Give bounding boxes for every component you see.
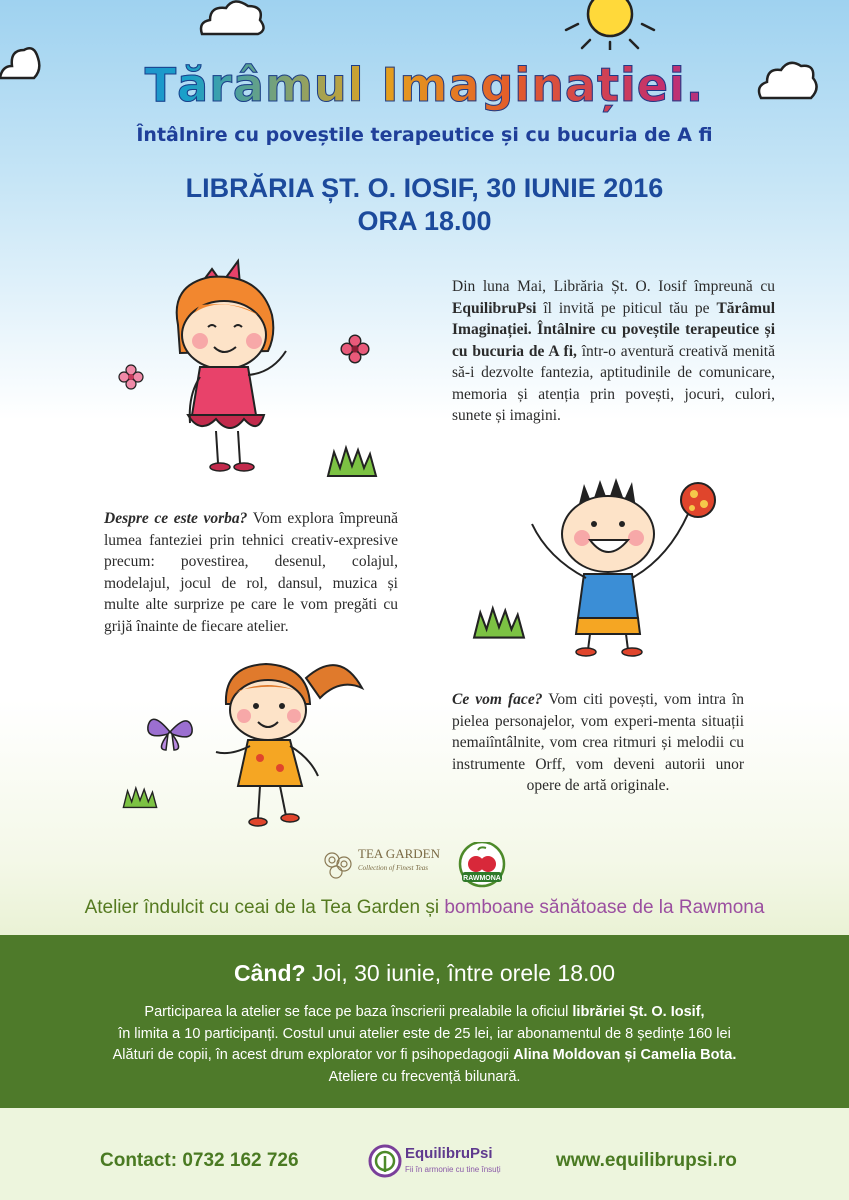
activities-heading: Ce vom face? (452, 691, 543, 708)
footer-brand-tagline: Fii în armonie cu tine însuți (405, 1165, 501, 1174)
registration-line (0, 1002, 849, 1024)
intro-paragraph (452, 276, 775, 427)
equilibrupsi-logo-icon (368, 1144, 402, 1178)
sponsor-text: Atelier îndulcit cu ceai de la Tea Garden și (84, 897, 445, 918)
brand-name: EquilibruPsi (452, 299, 537, 317)
activities-paragraph (452, 689, 744, 797)
sponsor-line (0, 897, 849, 919)
when-label: Când? (234, 960, 306, 986)
intro-text: îl invită pe piticul tău pe (536, 299, 717, 317)
schedule-band (0, 935, 849, 1108)
grass-icon (326, 444, 378, 478)
intro-text: Din luna Mai, Librăria Șt. O. Iosif împreună cu (452, 278, 775, 295)
rawmona-logo-text: RAWMONA (463, 875, 501, 882)
page-subtitle: Întâlnire cu poveștile terapeutice și cu bucuria de A fi (136, 124, 713, 146)
workshop-title: Tărâmul Imaginației. Întâlnire cu poveștile terapeutice și cu bucuria de A fi, (452, 299, 775, 360)
activities-text: Vom citi povești, vom intra în pielea personajelor, vom experi-menta situații nemaiîntâlnite, vom crea ritmuri și melodii cu instrumente Orff, vom deveni autorii unor opere de artă originale. (452, 691, 745, 794)
boy-illustration (528, 478, 728, 658)
time-line: ORA 18.00 (357, 206, 492, 236)
event-venue-date (0, 172, 849, 238)
website-link[interactable]: www.equilibrupsi.ro (556, 1150, 737, 1171)
frequency-line: Ateliere cu frecvență bilunară. (328, 1068, 521, 1085)
teapot-icon (318, 848, 358, 882)
sponsor-text-highlight: bomboane sănătoase de la Rawmona (444, 897, 765, 918)
butterfly-icon (144, 710, 196, 754)
grass-icon (122, 784, 158, 810)
contact-phone[interactable]: Contact: 0732 162 726 (100, 1150, 299, 1171)
facilitators-names: Alina Moldovan și Camelia Bota. (513, 1047, 737, 1063)
flower-icon (340, 334, 370, 364)
flower-icon (118, 364, 144, 390)
intro-text: într-o aventură creativă menită să-i dezvolte fantezia, aptitudinile de comunicare, memoria și atenția prin povești, jocuri, culori, sunete și imagini. (452, 342, 775, 424)
schedule-details (0, 1002, 849, 1088)
venue-line: LIBRĂRIA ȘT. O. IOSIF, 30 IUNIE 2016 (185, 173, 664, 203)
cloud-icon (196, 0, 268, 40)
facilitators-text: Alături de copii, în acest drum explorator vor fi psihopedagogii (112, 1047, 514, 1063)
about-heading: Despre ce este vorba? (104, 510, 248, 527)
bookstore-name: librăriei Șt. O. Iosif, (572, 1004, 705, 1020)
cost-line: în limita a 10 participanți. Costul unui atelier este de 25 lei, iar abonamentul de 8 ședințe 160 lei (118, 1025, 731, 1042)
cherry-icon (456, 842, 508, 890)
footer-brand-name: EquilibruPsi (405, 1145, 493, 1162)
page-title: Tărâmul Imaginației. (0, 58, 849, 112)
facilitators-line (0, 1045, 849, 1067)
schedule-heading (0, 960, 849, 987)
when-text: Joi, 30 iunie, între orele 18.00 (305, 960, 615, 986)
about-paragraph (104, 508, 398, 637)
tea-garden-logo-text: TEA GARDEN (358, 846, 440, 861)
girl-illustration (160, 255, 320, 475)
girl-with-ponytail-illustration (210, 648, 370, 833)
ball-icon (681, 483, 715, 517)
registration-text: Participarea la atelier se face pe baza înscrierii prealabile la oficiul (144, 1004, 573, 1020)
about-text: Vom explora împreună lumea fanteziei prin tehnici creativ-expresive precum: povestirea, desenul, colajul, modelajul, jocul de rol, dansul, muzica și multe alte surprize pe care le vom pregăti cu grijă înainte de fiecare atelier. (104, 510, 398, 635)
sun-icon (560, 0, 660, 50)
tea-garden-logo-subtext: Collection of Finest Teas (358, 864, 428, 872)
grass-icon (472, 604, 526, 640)
